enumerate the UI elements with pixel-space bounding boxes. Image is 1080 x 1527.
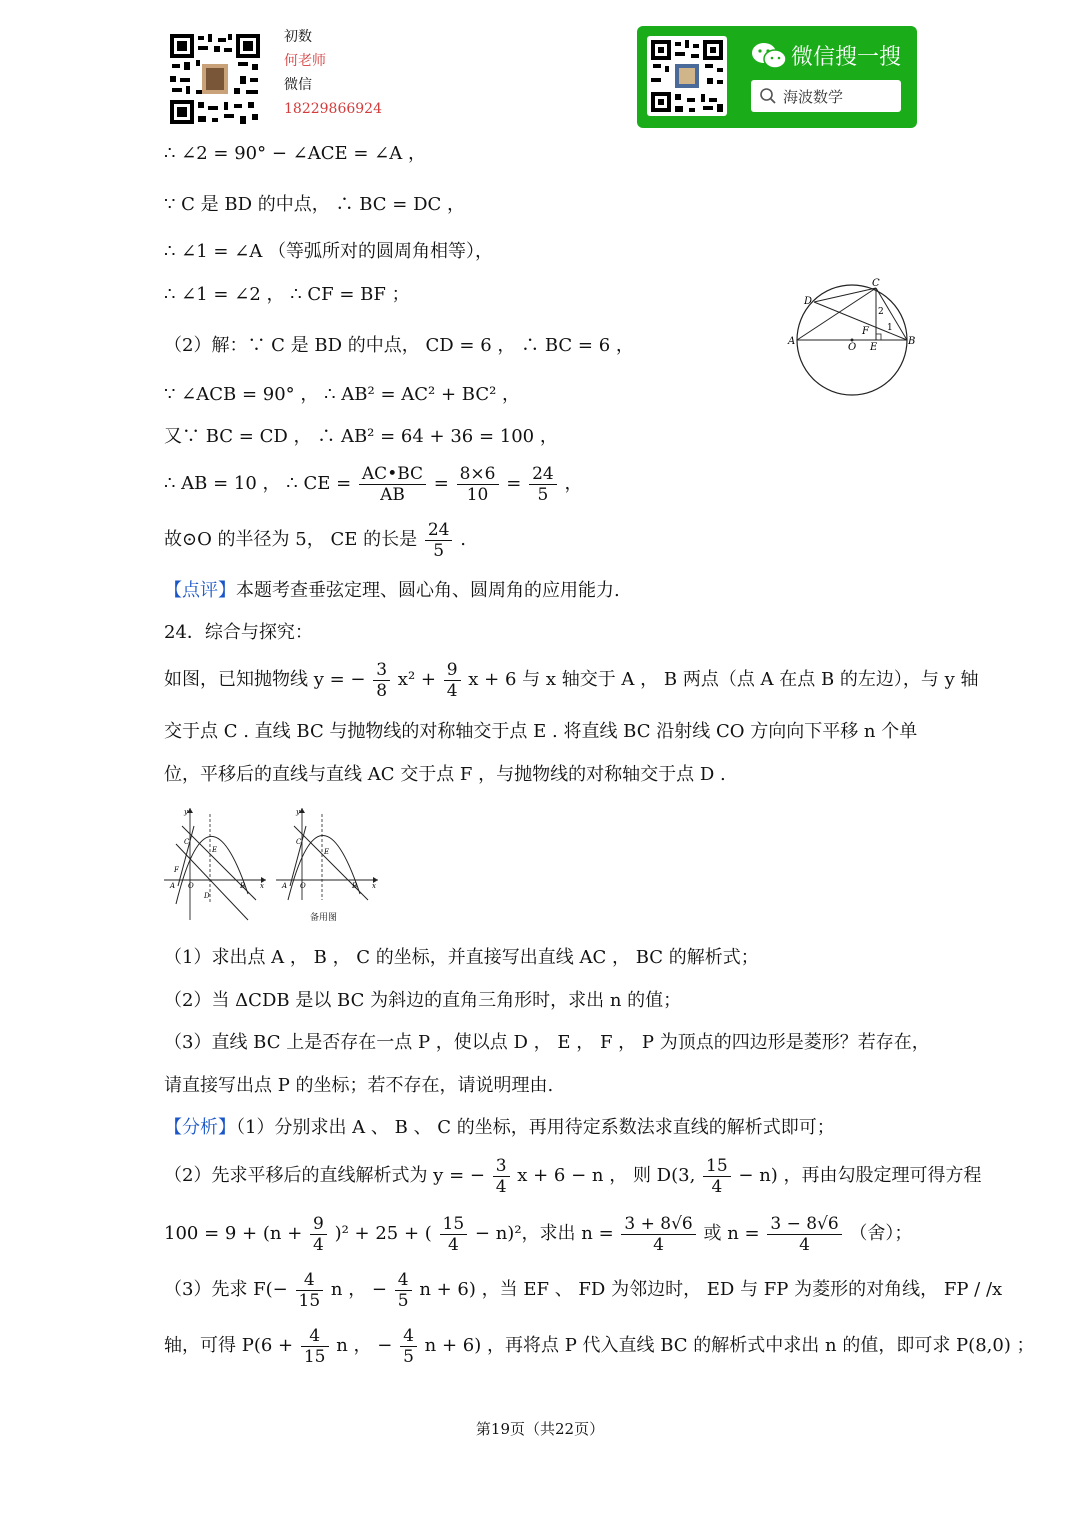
contact-label-1: 初数	[284, 29, 312, 45]
contact-teacher-name: 何老师	[284, 53, 326, 69]
text-line-2: ∵ C 是 BD 的中点， ∴ BC = DC ，	[164, 194, 465, 215]
ce-formula-line: ∴ AB = 10 ， ∴ CE = $\frac{AC•BC}{AB}$ = $\frac{8\times 6}{10}$ = $\frac{24}{5}$ ，	[164, 463, 583, 505]
text-line-6: ∵ ∠ACB = 90° ， ∴ AB² = AC² + BC² ，	[164, 384, 521, 405]
graph2-label-a: A	[282, 882, 288, 890]
analysis-2: （2）先求平移后的直线解析式为 y = − $\frac{3}{4}$ x + 6 − n ， 则 D(3, $\frac{15}{4}$ − n) ，再由勾股定理可得方程	[164, 1155, 982, 1197]
fraction: $\frac{15}{4}$	[703, 1156, 731, 1197]
fraction: $\frac{4}{15}$	[296, 1270, 324, 1311]
radius-line: 故⊙O 的半径为 5， CE 的长是 $\frac{24}{5}$ .	[164, 519, 466, 561]
graph2-label-y: y	[296, 808, 300, 816]
fraction: $\frac{3 + 8√6}{4}$	[621, 1214, 695, 1255]
fraction: $\frac{4}{5}$	[400, 1326, 417, 1367]
circle-label-c: C	[872, 278, 880, 289]
fraction: $\frac{9}{4}$	[310, 1214, 327, 1255]
circle-label-2: 2	[878, 307, 884, 317]
question-3b: 请直接写出点 P 的坐标；若不存在，请说明理由.	[164, 1075, 554, 1096]
wechat-search-banner[interactable]	[637, 26, 917, 128]
graph2-label-o: O	[300, 882, 306, 890]
graph-label-o: O	[188, 882, 194, 890]
circle-label-1: 1	[887, 323, 893, 333]
wechat-logo-icon	[751, 42, 787, 70]
graph-label-a: A	[170, 882, 176, 890]
fraction: $\frac{3}{4}$	[493, 1156, 510, 1197]
graph-label-b: B	[240, 882, 246, 890]
graph-label-c: C	[184, 838, 190, 846]
text-line-5: （2）解：∵ C 是 BD 的中点， CD = 6 ， ∴ BC = 6 ，	[164, 335, 634, 356]
ce-prefix: ∴ AB = 10 ， ∴ CE =	[164, 473, 352, 494]
qr-code-left	[168, 32, 262, 126]
problem-line-2: 交于点 C . 直线 BC 与抛物线的对称轴交于点 E . 将直线 BC 沿射线 CO 方向向下平移 n 个单	[164, 721, 918, 742]
circle-label-o: O	[848, 342, 857, 353]
fraction: $\frac{24}{5}$	[529, 464, 557, 505]
circle-label-a: A	[788, 336, 796, 347]
parabola-graph-backup	[272, 804, 382, 904]
wechat-search-field[interactable]	[751, 80, 901, 112]
question-3a: （3）直线 BC 上是否存在一点 P ，使以点 D ， E ， F ， P 为顶点的四边形是菱形？若存在，	[164, 1032, 930, 1053]
problem-line-1: 如图，已知抛物线 y = − $\frac{3}{8}$ x² + $\frac{9}{4}$ x + 6 与 x 轴交于 A ， B 两点（点 A 在点 B 的左边），与 y 轴	[164, 659, 979, 701]
fraction: $\frac{AC•BC}{AB}$	[359, 464, 426, 505]
graph2-label-b: B	[352, 882, 358, 890]
comment-line: 【点评】本题考查垂弦定理、圆心角、圆周角的应用能力.	[164, 580, 620, 601]
analysis-3: 100 = 9 + (n + $\frac{9}{4}$ )² + 25 + ( $\frac{15}{4}$ − n)²，求出 n = $\frac{3 + 8√6}{4}$ 或 n = $\frac{3 - 8√6}{4}$ （舍）；	[164, 1213, 913, 1255]
fraction: $\frac{3}{8}$	[373, 660, 390, 701]
problem-line-3: 位，平移后的直线与直线 AC 交于点 F ，与抛物线的对称轴交于点 D .	[164, 764, 726, 785]
wechat-search-title: 微信搜一搜	[791, 45, 902, 70]
analysis-4: （3）先求 F(− $\frac{4}{15}$ n ， − $\frac{4}{5}$ n + 6) ，当 EF 、 FD 为邻边时， ED 与 FP 为菱形的对角线， FP / /x	[164, 1269, 1003, 1311]
graph2-label-x: x	[372, 882, 376, 890]
question-1: （1）求出点 A ， B ， C 的坐标，并直接写出直线 AC ， BC 的解析式；	[164, 947, 759, 968]
text-line-4: ∴ ∠1 = ∠2 ， ∴ CF = BF ；	[164, 284, 410, 305]
graph-label-e: E	[212, 846, 218, 854]
fraction: $\frac{4}{5}$	[395, 1270, 412, 1311]
graph2-label-e: E	[324, 848, 330, 856]
fraction: $\frac{8\times 6}{10}$	[457, 464, 499, 505]
text-line-7: 又∵ BC = CD ， ∴ AB² = 64 + 36 = 100 ，	[164, 426, 558, 447]
analysis-1: 【分析】（1）分别求出 A 、 B 、 C 的坐标，再用待定系数法求直线的解析式即可；	[164, 1117, 835, 1138]
graph-label-d: D	[204, 892, 210, 900]
circle-label-b: B	[908, 336, 916, 347]
fraction: $\frac{9}{4}$	[444, 660, 461, 701]
fraction: $\frac{15}{4}$	[440, 1214, 468, 1255]
page-footer: 第19页（共22页）	[475, 1420, 605, 1438]
comment-tag: 【点评】	[164, 580, 236, 601]
circle-label-e: E	[870, 342, 878, 353]
fraction: $\frac{24}{5}$	[425, 520, 453, 561]
analysis-5: 轴，可得 P(6 + $\frac{4}{15}$ n ， − $\frac{4}{5}$ n + 6) ，再将点 P 代入直线 BC 的解析式中求出 n 的值，即可求 P(8,0) ；	[164, 1325, 1035, 1367]
graph-label-y: y	[184, 808, 188, 816]
problem-title: 24．综合与探究：	[164, 622, 313, 643]
search-icon	[759, 87, 777, 105]
fraction: $\frac{4}{15}$	[301, 1326, 329, 1367]
circle-diagram	[786, 276, 922, 400]
qr-code-right	[647, 36, 727, 116]
backup-figure-caption: 备用图	[310, 913, 338, 923]
text-line-3: ∴ ∠1 = ∠A （等弧所对的圆周角相等），	[164, 241, 494, 262]
contact-label-wechat: 微信	[284, 77, 312, 93]
circle-label-d: D	[804, 296, 813, 307]
fraction: $\frac{3 - 8√6}{4}$	[767, 1214, 841, 1255]
graph-label-f: F	[174, 866, 179, 874]
contact-phone: 18229866924	[284, 101, 382, 117]
graph-label-x: x	[260, 882, 264, 890]
question-2: （2）当 ΔCDB 是以 BC 为斜边的直角三角形时，求出 n 的值；	[164, 990, 682, 1011]
parabola-graph-main	[160, 804, 270, 922]
text-line-1: ∴ ∠2 = 90° − ∠ACE = ∠A ，	[164, 143, 426, 164]
graph2-label-c: C	[296, 838, 302, 846]
circle-label-f: F	[862, 326, 869, 337]
analysis-tag: 【分析】	[164, 1117, 236, 1138]
wechat-search-value: 海波数学	[783, 88, 844, 106]
